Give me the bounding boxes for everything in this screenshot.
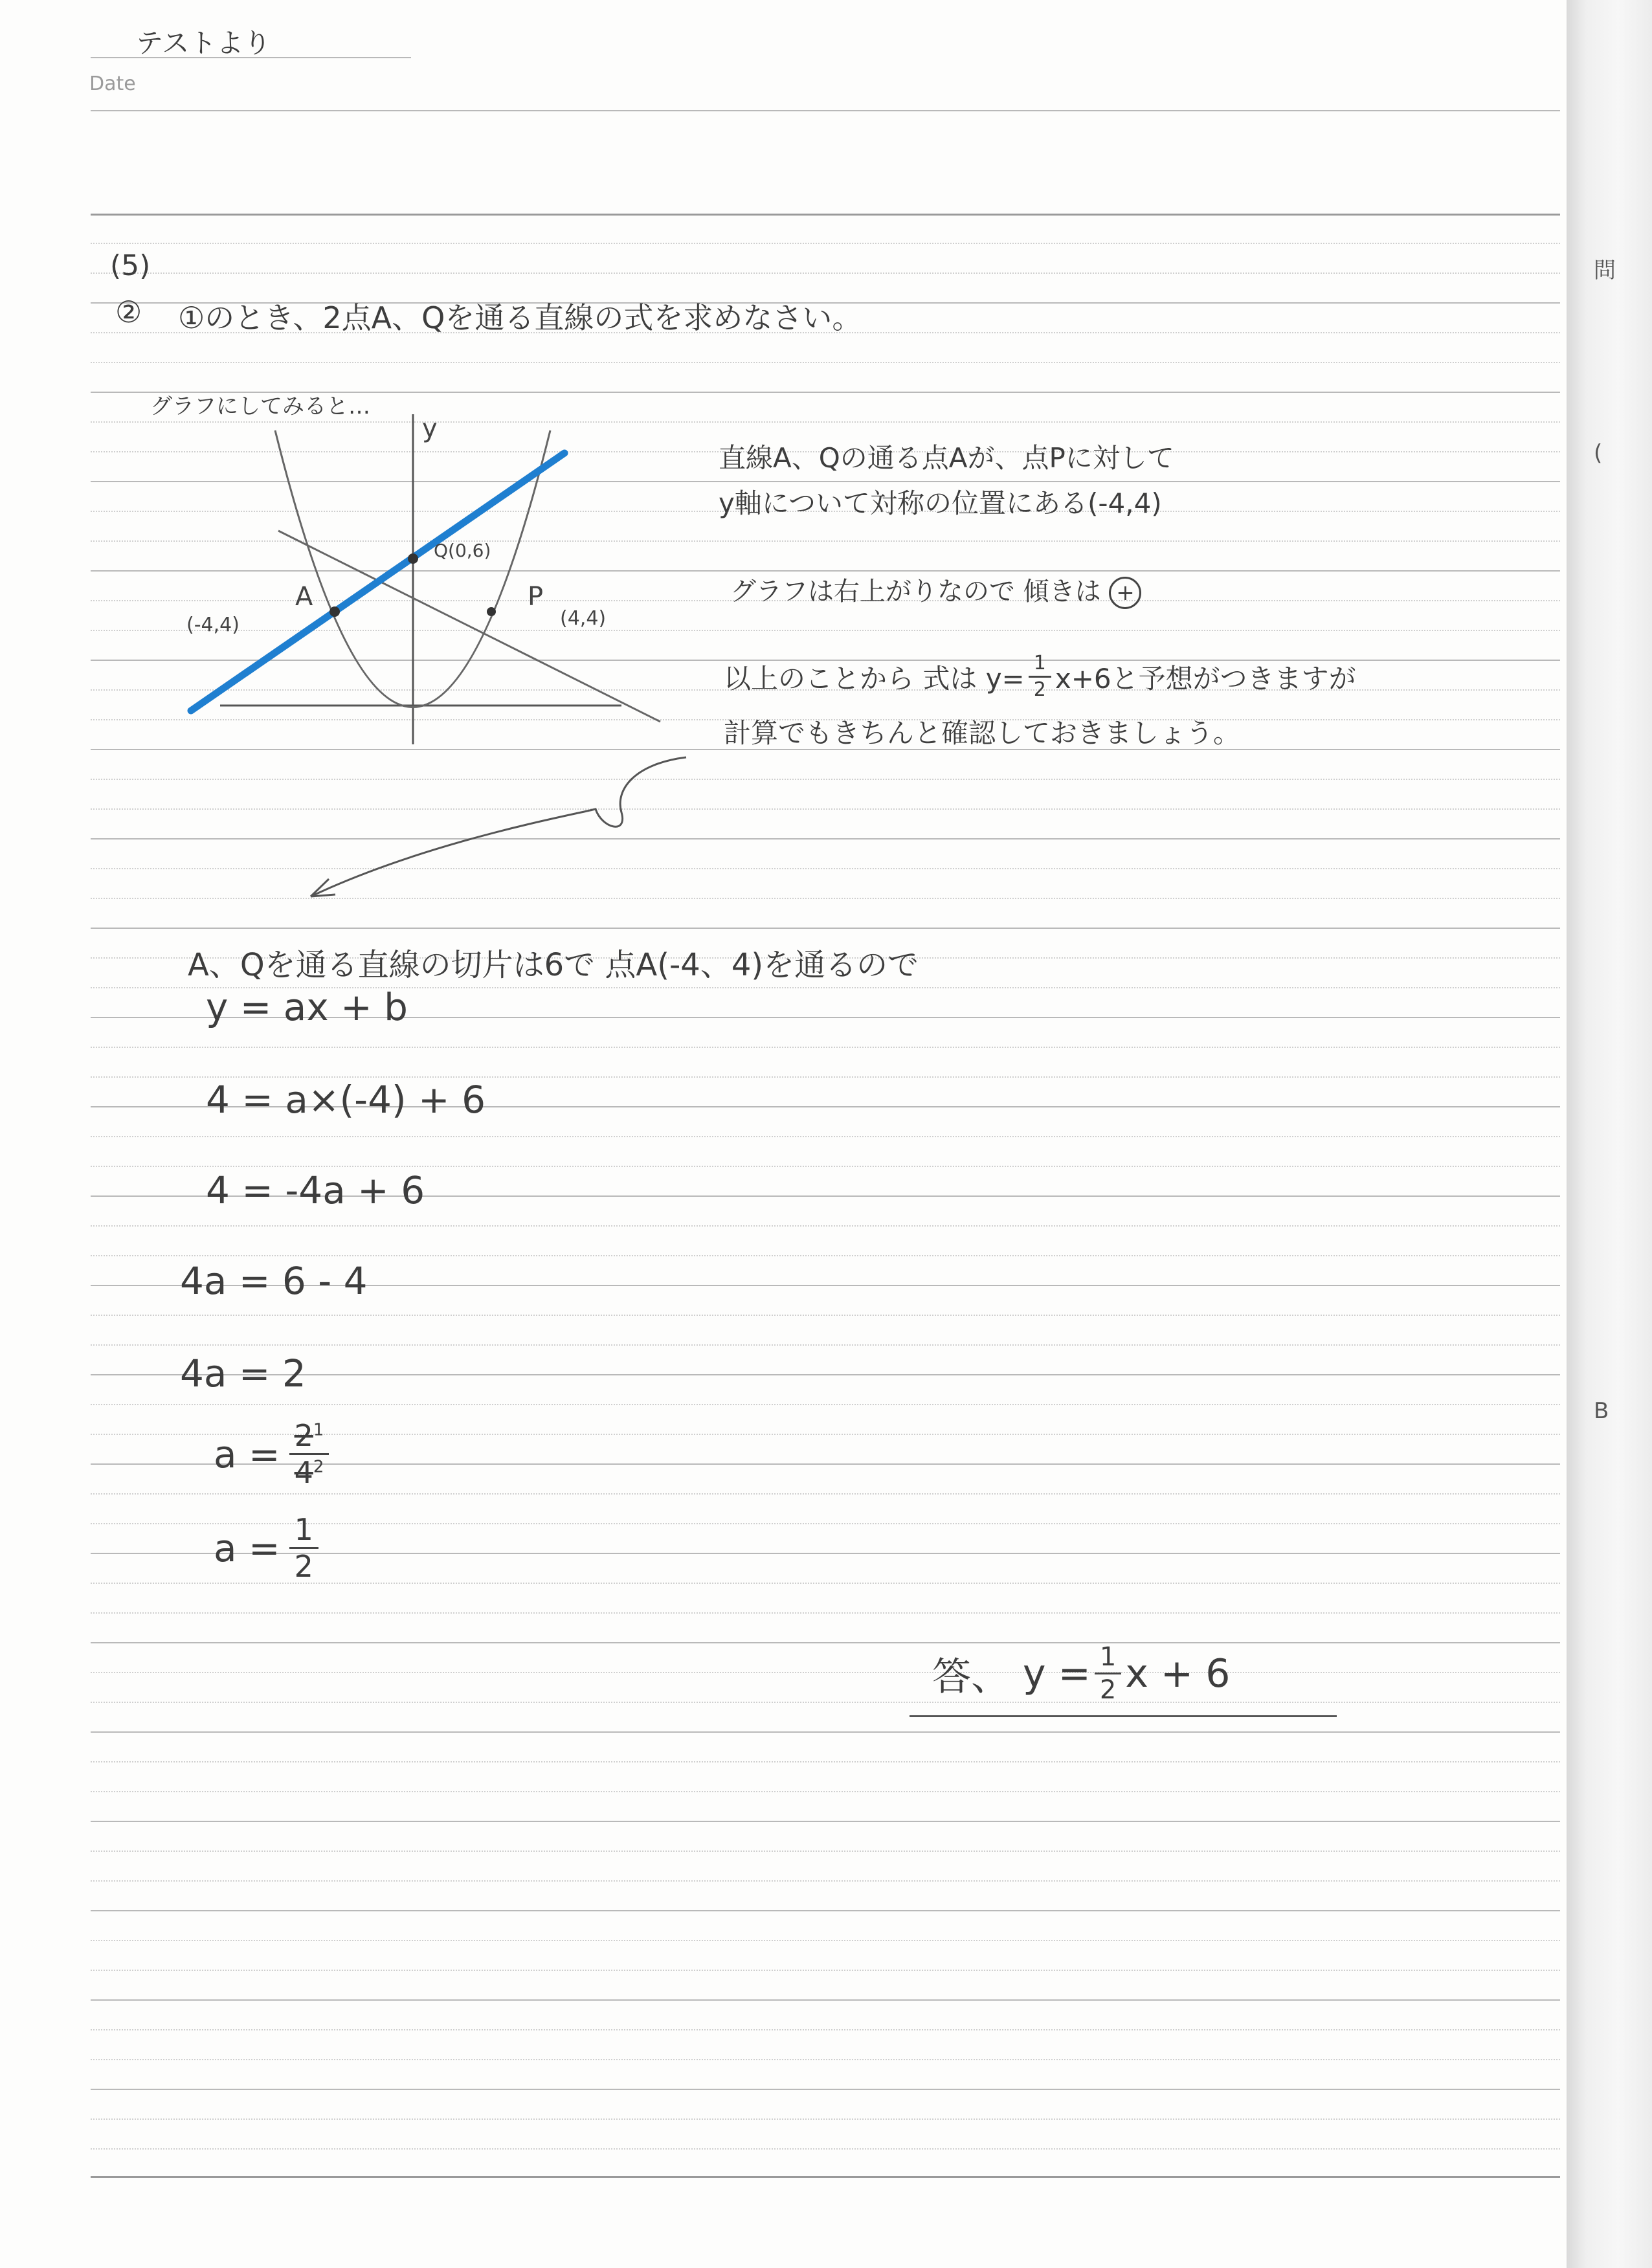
point-p (487, 607, 496, 616)
answer-rhs: x + 6 (1125, 1651, 1231, 1696)
arrow-curve (311, 757, 686, 896)
equation-1: y = ax + b (206, 985, 408, 1029)
equation-7-fraction (289, 1512, 318, 1584)
date-rule (91, 110, 1560, 111)
ruled-line (91, 214, 1560, 216)
point-p-label: P (528, 582, 544, 612)
graph-sketch (168, 401, 686, 764)
ruled-line (91, 1374, 1560, 1375)
ruled-line (91, 1255, 1560, 1256)
ruled-line (91, 1642, 1560, 1643)
equation-6-fraction (289, 1418, 329, 1490)
ruled-line (91, 243, 1560, 244)
edge-char-2: ( (1594, 440, 1603, 466)
ruled-line (91, 1791, 1560, 1792)
equation-7 (214, 1512, 322, 1584)
prediction-numerator: 1 (1029, 654, 1051, 678)
ruled-line (91, 1047, 1560, 1048)
edge-char-1: 問 (1594, 258, 1616, 284)
confirm-note: 計算でもきちんと確認しておきましょう。 (724, 717, 1241, 749)
date-label: Date (89, 72, 136, 95)
prediction-fraction (1029, 654, 1051, 700)
ruled-line (91, 2029, 1560, 2030)
ruled-line (91, 2059, 1560, 2060)
prediction-note (724, 654, 1356, 700)
equation-2: 4 = a×(-4) + 6 (206, 1078, 486, 1122)
ruled-line (91, 2118, 1560, 2120)
equation-3: 4 = -4a + 6 (206, 1168, 425, 1212)
ruled-line (91, 1940, 1560, 1941)
point-a (329, 606, 340, 617)
ruled-line (91, 1702, 1560, 1703)
prediction-denominator: 2 (1033, 678, 1046, 701)
equation-6-numerator-original: 2 (294, 1418, 313, 1453)
answer-lhs: y = (1023, 1651, 1091, 1696)
ruled-line (91, 2176, 1560, 2178)
equation-6 (214, 1418, 333, 1490)
y-axis-label: y (422, 414, 438, 443)
ruled-line (91, 1612, 1560, 1614)
ruled-line (91, 1910, 1560, 1911)
equation-6-denominator (294, 1455, 324, 1490)
problem-statement: ①のとき、2点A、Qを通る直線の式を求めなさい。 (178, 300, 862, 335)
ruled-line (91, 2148, 1560, 2150)
ruled-line (91, 1136, 1560, 1137)
prediction-post: x+6と予想がつきますが (1055, 662, 1356, 695)
answer-denominator: 2 (1099, 1675, 1117, 1705)
point-q (408, 553, 418, 564)
point-a-coords: (-4,4) (186, 614, 240, 636)
equation-6-denominator-reduced: 2 (313, 1457, 324, 1477)
ruled-line (91, 928, 1560, 929)
ruled-line (91, 2089, 1560, 2090)
slope-sign: + (1109, 577, 1141, 609)
ruled-line (91, 1344, 1560, 1346)
equation-6-numerator (289, 1418, 329, 1455)
graph-caption: グラフにしてみると… (150, 394, 370, 419)
work-intro: A、Qを通る直線の切片は6で 点A(-4、4)を通るので (188, 947, 919, 983)
ruled-line (91, 362, 1560, 363)
ruled-line (91, 1166, 1560, 1167)
header-title: テストより (136, 27, 271, 59)
equation-6-lhs: a = (214, 1432, 280, 1476)
equation-6-numerator-reduced: 1 (313, 1420, 324, 1440)
final-answer (932, 1644, 1230, 1703)
answer-label: 答、 (932, 1654, 1010, 1700)
ruled-line (91, 1880, 1560, 1882)
note-line-1: 直線A、Qの通る点Aが、点Pに対して (719, 442, 1174, 474)
ruled-line (91, 1970, 1560, 1971)
next-page-edge (1567, 0, 1652, 2268)
title-underline (91, 57, 411, 58)
slope-note (730, 571, 1141, 609)
ruled-line (91, 1851, 1560, 1852)
point-q-label: Q(0,6) (434, 540, 491, 561)
problem-number: (5) (110, 249, 151, 282)
ruled-line (91, 1761, 1560, 1762)
equation-5: 4a = 2 (180, 1351, 306, 1395)
ruled-line (91, 1999, 1560, 2001)
line-aq-highlight (191, 453, 564, 711)
ruled-line (91, 272, 1560, 274)
ruled-line (91, 1672, 1560, 1673)
equation-7-denominator: 2 (294, 1549, 313, 1584)
point-p-coords: (4,4) (560, 607, 607, 630)
prediction-pre: 以上のことから 式は y= (724, 662, 1025, 695)
ruled-line (91, 1821, 1560, 1822)
equation-6-denominator-original: 4 (294, 1455, 313, 1490)
edge-char-3: B (1594, 1398, 1609, 1424)
point-a-label: A (295, 582, 313, 612)
ruled-line (91, 1731, 1560, 1733)
slope-text: グラフは右上がりなので 傾きは (730, 577, 1101, 606)
problem-circled-number: ② (115, 295, 142, 329)
arrow-sketch (298, 751, 699, 906)
equation-4: 4a = 6 - 4 (180, 1259, 368, 1303)
ruled-line (91, 1404, 1560, 1405)
answer-numerator: 1 (1095, 1644, 1121, 1674)
ruled-line (91, 1315, 1560, 1316)
equation-7-lhs: a = (214, 1526, 280, 1570)
ruled-line (91, 1225, 1560, 1227)
ruled-line (91, 1493, 1560, 1495)
answer-fraction (1095, 1644, 1121, 1703)
note-line-2: y軸について対称の位置にある(-4,4) (719, 487, 1162, 519)
answer-underline (910, 1715, 1337, 1717)
equation-7-numerator: 1 (289, 1515, 318, 1549)
